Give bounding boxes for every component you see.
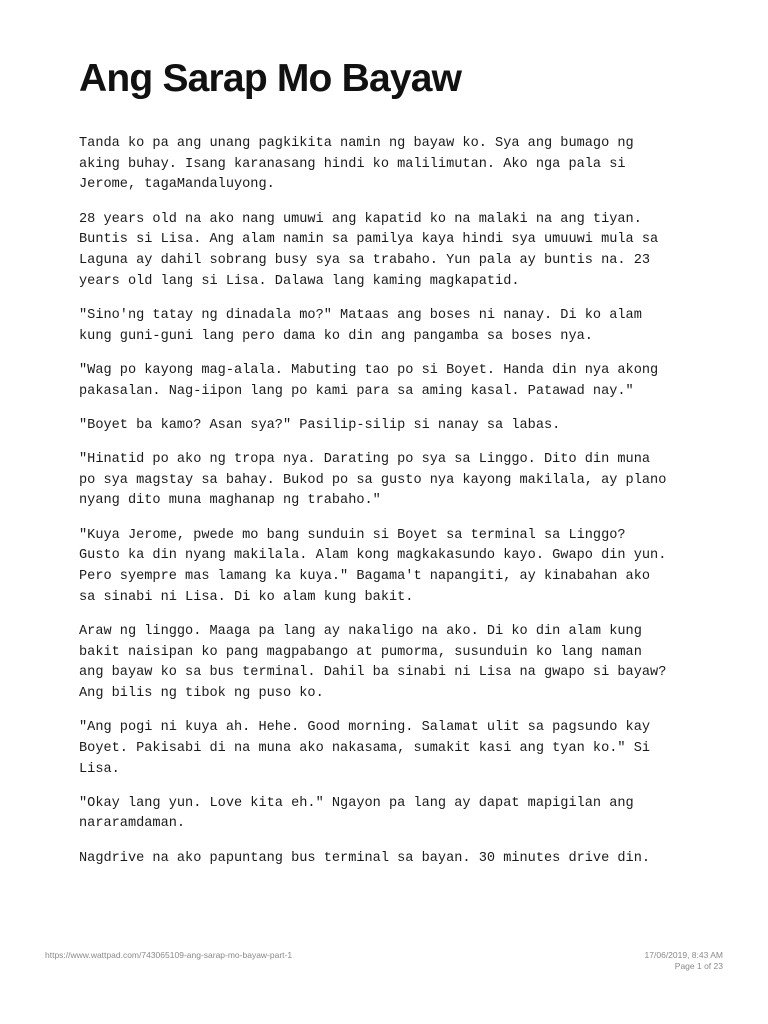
footer-source-url[interactable]: https://www.wattpad.com/743065109-ang-sarap-mo-bayaw-part-1 — [45, 950, 293, 960]
paragraph: "Wag po kayong mag-alala. Mabuting tao po si Boyet. Handa din nya akong pakasalan. Nag-iipon lang po kami para sa aming kasal. Patawad nay." — [79, 362, 659, 399]
paragraph: 28 years old na ako nang umuwi ang kapatid ko na malaki na ang tiyan. Buntis si Lisa. Ang alam namin sa pamilya kaya hindi sya umuuwi mula sa Laguna ay dahil sobrang busy sya sa trabaho. Yun pala ay buntis na. 23 years old lang si Lisa. Dalawa lang kaming magkapatid. — [79, 211, 659, 289]
document-body — [79, 134, 709, 883]
paragraph: "Hinatid po ako ng tropa nya. Darating po sya sa Linggo. Dito din muna po sya magstay sa bahay. Bukod po sa gusto nya kayong makilala, ay plano nyang dito muna maghanap ng trabaho." — [79, 451, 667, 509]
document-title: Ang Sarap Mo Bayaw — [79, 57, 462, 100]
paragraph: "Boyet ba kamo? Asan sya?" Pasilip-silip si nanay sa labas. — [79, 417, 561, 433]
paragraph: Nagdrive na ako papuntang bus terminal sa bayan. 30 minutes drive din. — [79, 850, 651, 866]
footer-page-number: Page 1 of 23 — [674, 961, 723, 971]
footer-meta — [645, 950, 723, 972]
paragraph: "Kuya Jerome, pwede mo bang sunduin si Boyet sa terminal sa Linggo? Gusto ka din nyang makilala. Alam kong magkakasundo kayo. Gwapo din yun. Pero syempre mas lamang ka kuya." Bagama't napangiti, ay kinabahan ako sa sinabi ni Lisa. Di ko alam kung bakit. — [79, 527, 667, 605]
footer-timestamp: 17/06/2019, 8:43 AM — [644, 950, 723, 960]
paragraph: Araw ng linggo. Maaga pa lang ay nakaligo na ako. Di ko din alam kung bakit naisipan ko pang magpabango at pumorma, susunduin ko lang naman ang bayaw ko sa bus terminal. Dahil ba sinabi ni Lisa na gwapo si bayaw? Ang bilis ng tibok ng puso ko. — [79, 623, 667, 701]
paragraph: Tanda ko pa ang unang pagkikita namin ng bayaw ko. Sya ang bumago ng aking buhay. Isang karanasang hindi ko malilimutan. Ako nga pala si Jerome, tagaMandaluyong. — [79, 136, 634, 193]
paragraph: "Sino'ng tatay ng dinadala mo?" Mataas ang boses ni nanay. Di ko alam kung guni-guni lang pero dama ko din ang pangamba sa boses nya. — [79, 307, 642, 344]
paragraph: "Ang pogi ni kuya ah. Hehe. Good morning. Salamat ulit sa pagsundo kay Boyet. Pakisabi di na muna ako nakasama, sumakit kasi ang tyan ko." Si Lisa. — [79, 720, 651, 777]
paragraph: "Okay lang yun. Love kita eh." Ngayon pa lang ay dapat mapigilan ang nararamdaman. — [79, 795, 634, 832]
